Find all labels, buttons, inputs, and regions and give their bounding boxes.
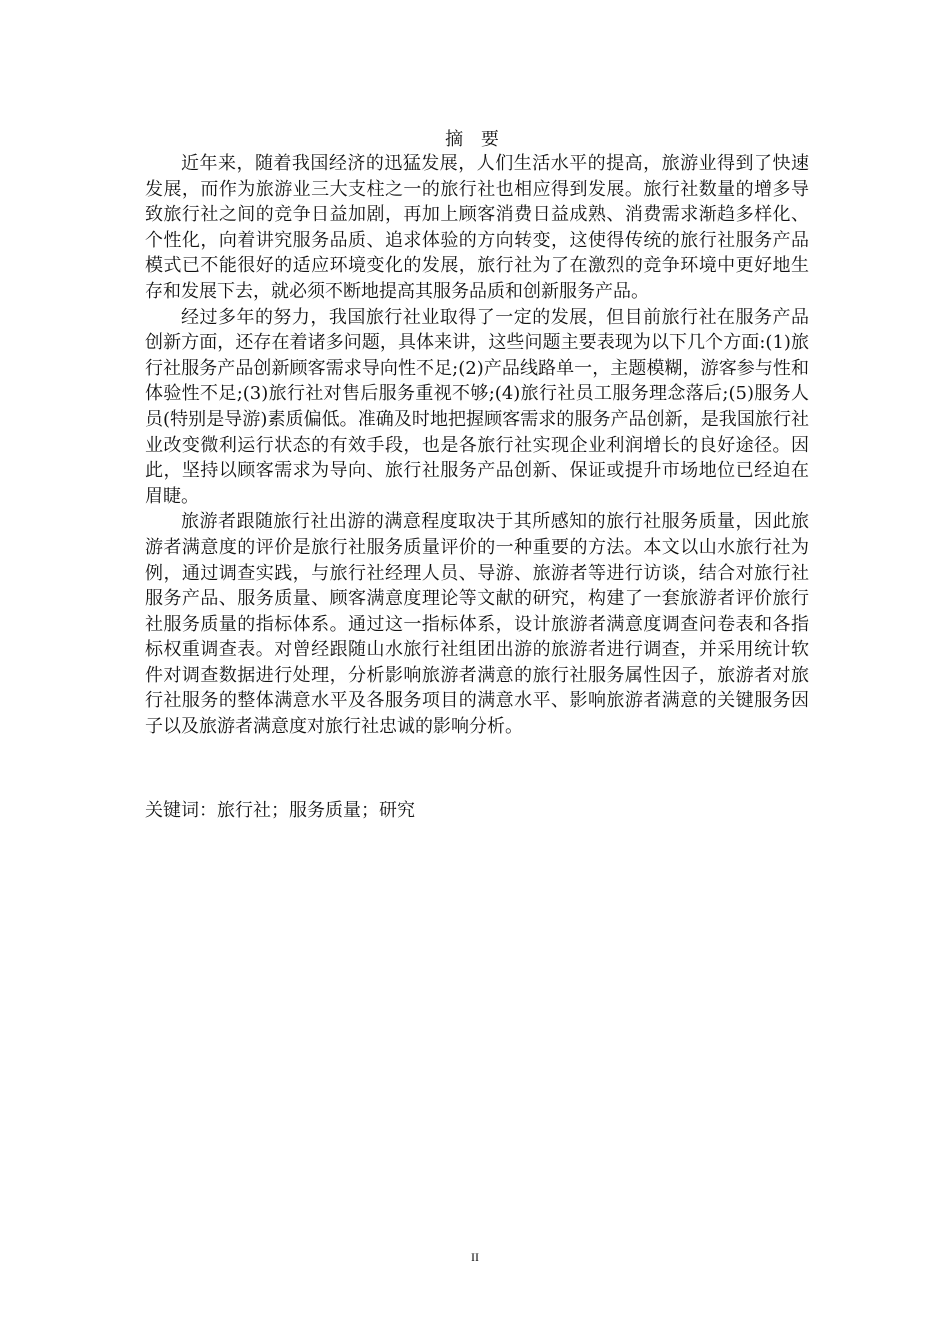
keywords-line: 关键词：旅行社；服务质量；研究 (145, 800, 415, 821)
abstract-paragraph-1: 近年来，随着我国经济的迅猛发展，人们生活水平的提高，旅游业得到了快速发展，而作为旅游业三大支柱之一的旅行社也相应得到发展。旅行社数量的增多导致旅行社之间的竞争日益加剧，再加上顾客消费日益成熟、消费需求渐趋多样化、个性化，向着讲究服务品质、追求体验的方向转变，这使得传统的旅行社服务产品模式已不能很好的适应环境变化的发展，旅行社为了在激烈的竞争环境中更好地生存和发展下去，就必须不断地提高其服务品质和创新服务产品。 (145, 153, 809, 302)
abstract-body (145, 151, 809, 740)
abstract-paragraph-3: 旅游者跟随旅行社出游的满意程度取决于其所感知的旅行社服务质量，因此旅游者满意度的评价是旅行社服务质量评价的一种重要的方法。本文以山水旅行社为例，通过调查实践，与旅行社经理人员、导游、旅游者等进行访谈，结合对旅行社服务产品、服务质量、顾客满意度理论等文献的研究，构建了一套旅游者评价旅行社服务质量的指标体系。通过这一指标体系，设计旅游者满意度调查问卷表和各指标权重调查表。对曾经跟随山水旅行社组团出游的旅游者进行调查，并采用统计软件对调查数据进行处理，分析影响旅游者满意的旅行社服务属性因子，旅游者对旅行社服务的整体满意水平及各服务项目的满意水平、影响旅游者满意的关键服务因子以及旅游者满意度对旅行社忠诚的影响分析。 (145, 511, 809, 738)
abstract-title: 摘 要 (445, 129, 505, 150)
abstract-paragraph-2: 经过多年的努力，我国旅行社业取得了一定的发展，但目前旅行社在服务产品创新方面，还存在着诸多问题，具体来讲，这些问题主要表现为以下几个方面:(1)旅行社服务产品创新顾客需求导向性不足;(2)产品线路单一，主题模糊，游客参与性和体验性不足;(3)旅行社对售后服务重视不够;(4)旅行社员工服务理念落后;(5)服务人员(特别是导游)素质偏低。准确及时地把握顾客需求的服务产品创新，是我国旅行社业改变微利运行状态的有效手段，也是各旅行社实现企业利润增长的良好途径。因此，坚持以顾客需求为导向、旅行社服务产品创新、保证或提升市场地位已经迫在眉睫。 (145, 306, 809, 507)
page-number: II (471, 1250, 479, 1264)
